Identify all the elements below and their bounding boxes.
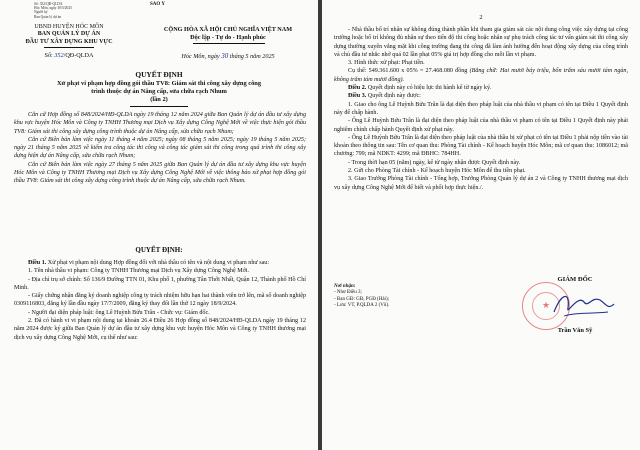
article-3-paragraph: 2. Gửi cho Phòng Tài chính - Kế hoạch huyện Hóc Môn để thu tiền phạt. bbox=[348, 168, 526, 175]
article-3-paragraph: - Ông Lê Huỳnh Bửu Trân là đại diện theo pháp luật của nhà thầu vi phạm có tên tại Điều 1 Quyết định này phải nghiêm chỉnh chấp hành Quyết định xử phạt này. bbox=[334, 118, 628, 133]
fine-amount bbox=[334, 67, 628, 84]
copy-stamp bbox=[34, 2, 112, 24]
subtitle-line: (lần 2) bbox=[150, 96, 168, 104]
decide-heading: QUYẾT ĐỊNH: bbox=[135, 246, 183, 254]
title-underline bbox=[130, 106, 188, 107]
body-paragraph: 1. Tên nhà thầu vi phạm: Công ty TNHH Thương mại Dịch vụ Xây dựng Công Nghệ Mới. bbox=[28, 268, 250, 275]
issuing-organization bbox=[4, 24, 134, 46]
article-3-label: Điều 3. bbox=[348, 93, 367, 100]
article-1-paragraph bbox=[14, 259, 306, 267]
stamp-line: Số: 352/QĐ-QLDA bbox=[34, 2, 63, 6]
sao-y-label: SAO Y bbox=[150, 2, 165, 7]
article-1-label: Điều 1. bbox=[28, 260, 47, 266]
document-number bbox=[4, 52, 134, 59]
article-1-text: Xử phạt vi phạm nội dung Hợp đồng đối với nhà thầu có tên và nội dung vi phạm như sau: bbox=[46, 260, 270, 266]
recipient-item: - Như Điều 3; bbox=[334, 290, 362, 296]
article-2-label: Điều 2. bbox=[348, 85, 367, 92]
document-subtitle bbox=[0, 80, 318, 105]
fine-calculation: Cụ thể: 549.361.600 x 05% = 27.468.080 đồng bbox=[348, 68, 470, 75]
document-page-1 bbox=[0, 0, 318, 450]
penalty-form: 3. Hình thức xử phạt: Phạt tiền. bbox=[348, 60, 425, 67]
article-1 bbox=[14, 259, 306, 342]
org-line: UBND HUYỆN HÓC MÔN bbox=[34, 24, 104, 30]
stamp-line: Ban Quản lý dự án bbox=[34, 14, 62, 19]
article-2-text: Quyết định này có hiệu lực thi hành kể từ ngày ký. bbox=[366, 85, 492, 92]
recipient-item: - Lưu: VT, P.QLDA 2 (Vũ). bbox=[334, 303, 390, 309]
document-page-2 bbox=[322, 0, 640, 450]
official-seal-icon: ★ bbox=[522, 282, 570, 330]
number-prefix: Số: bbox=[44, 52, 53, 59]
recipients-title: Nơi nhận: bbox=[334, 284, 356, 289]
number-suffix: /QĐ-QLDA bbox=[63, 52, 94, 59]
date-day: 30 bbox=[221, 52, 229, 60]
number-value: 352 bbox=[54, 52, 64, 59]
legal-bases bbox=[14, 111, 306, 186]
signer-title: GIÁM ĐỐC bbox=[557, 276, 593, 283]
page-2-body bbox=[334, 26, 628, 192]
document-title: QUYẾT ĐỊNH bbox=[135, 70, 183, 79]
article-3-paragraph: - Trong thời hạn 05 (năm) ngày, kể từ ngày nhận được Quyết định này. bbox=[348, 159, 521, 166]
signature-icon bbox=[548, 286, 618, 322]
body-paragraph: 2. Đã có hành vi vi phạm nội dung tại khoản 26.4 Điều 26 Hợp đồng số 848/2024/HĐ-QLDA ngày 19 tháng 12 năm 2024 được ký giữa Ban Quản lý dự án đầu tư xây dựng khu vực huyện Hóc Môn và Công ty TNHH thương mại dịch vụ xây dựng Công Nghệ Mới, cụ thể như sau: bbox=[14, 318, 306, 341]
article-3-paragraph: - Ông Lê Huỳnh Bửu Trân là đại diện theo pháp luật của nhà thầu bị xử phạt có tên tại Điều 1 phải nộp tiền vào tài khoản theo thông tin sau: Tên cơ quan thu: Phòng Tài chính - Kế hoạch huyện Hóc Môn; mã cơ quan thu: 1086012; mã chương: 799; mã NDKT: 4299; mã ĐBHC: 784HH. bbox=[334, 134, 628, 158]
article-3-paragraph: 1. Giao cho ông Lê Huỳnh Bửu Trân là đại diện theo pháp luật của nhà thầu vi phạm có tên tại Điều 1 Quyết định này để chấp hành. bbox=[334, 101, 628, 116]
article-2 bbox=[334, 84, 628, 92]
stamp-line: Hóc Môn, ngày 30/5/2025 bbox=[34, 6, 72, 11]
article-3-paragraph: 3. Giao Trưởng Phòng Tài chính - Tổng hợp, Trưởng Phòng Quản lý dự án 2 và Công ty TNHH thương mại dịch vụ xây dựng Công Nghệ Mới để biết và phối hợp thực hiện./. bbox=[334, 176, 628, 191]
recipients-block bbox=[334, 284, 389, 310]
page-number: 2 bbox=[479, 14, 483, 21]
body-paragraph: - Giấy chứng nhận đăng ký doanh nghiệp công ty trách nhiệm hữu hạn hai thành viên trở lên, mã số doanh nghiệp 0309116803, đăng ký lần đầu ngày 17/7/2009, đăng ký thay đổi lần thứ 12 ngày 18/9/2024. bbox=[14, 293, 306, 308]
recipient-item: - Ban GĐ: GĐ, PGĐ (Hải); bbox=[334, 296, 389, 302]
motto-underline bbox=[193, 43, 265, 44]
org-underline bbox=[44, 47, 94, 48]
legal-basis-paragraph: Căn cứ Biên bản làm việc ngày 27 tháng 5 năm 2025 giữa Ban Quản lý dự án đầu tư xây dựng khu vực huyện Hóc Môn và Công ty TNHH Thương mại Dịch vụ Xây dựng Công Nghệ Mới về việc thông báo xử phạt hợp đồng gói thầu TV8: Giám sát thi công xây dựng công trình thuộc dự án Nâng cấp, sửa chữa rạch Nhum. bbox=[14, 161, 306, 185]
issue-date bbox=[140, 52, 316, 60]
body-paragraph: - Người đại diện pháp luật: ông Lê Huỳnh Bửu Trân - Chức vụ: Giám đốc. bbox=[28, 309, 210, 316]
violation-paragraph: - Nhà thầu bố trí nhân sự không đúng thành phần khi tham gia giám sát các nội dung công việc xây dựng tại công trường hoặc bố trí không đủ nhân sự theo tiến độ thi công hoặc nhân sự phụ trách công tác tư vấn giám sát thi công xây dựng thường xuyên vắng mặt khi công trường đang thi công đã làm ảnh hưởng đến hoạt động xây dựng của công trình và chủ đầu tư nhắc nhở quá 02 lần phạt 05% giá trị hợp đồng cho mỗi lần vi phạm. bbox=[334, 27, 628, 58]
article-3-text: Quyết định này được: bbox=[366, 93, 421, 100]
body-paragraph: - Địa chỉ trụ sở chính: Số 136/9 Đường TTN 01, Khu phố 1, phường Tân Thới Nhất, Quận 12, Thành phố Hồ Chí Minh. bbox=[14, 276, 306, 291]
org-line: BAN QUẢN LÝ DỰ ÁN bbox=[37, 31, 101, 38]
article-3 bbox=[334, 92, 628, 100]
legal-basis-paragraph: Căn cứ Biên bản làm việc ngày 11 tháng 4 năm 2025; ngày 08 tháng 5 năm 2025; ngày 19 tháng 5 năm 2025; ngày 21 tháng 5 năm 2025 về kiểm tra công tác thi công và công tác giám sát thi công trong quá trình thi công xây dựng hiện dự án Nâng cấp, sửa chữa rạch Nhum; bbox=[14, 136, 306, 160]
signer-name: Trần Văn Sỹ bbox=[557, 327, 593, 334]
date-prefix: Hóc Môn, ngày bbox=[181, 53, 220, 60]
subtitle-line: Xử phạt vi phạm hợp đồng gói thầu TV8: Giám sát thi công xây dựng công bbox=[56, 80, 262, 87]
stamp-line: Người ký bbox=[34, 10, 48, 15]
org-line: ĐẦU TƯ XÂY DỰNG KHU VỰC bbox=[25, 38, 113, 45]
nation-title: CỘNG HÒA XÃ HỘI CHỦ NGHĨA VIỆT NAM bbox=[163, 26, 293, 33]
fine-in-words: (Bằng chữ: Hai mươi bảy triệu, bốn trăm sáu mươi tám ngàn, không trăm tám mươi đồng). bbox=[334, 68, 628, 83]
nation-motto: Độc lập - Tự do - Hạnh phúc bbox=[190, 34, 266, 41]
date-suffix: tháng 5 năm 2025 bbox=[229, 53, 275, 60]
subtitle-line: trình thuộc dự án Nâng cấp, sửa chữa rạch Nhum bbox=[91, 88, 227, 96]
legal-basis-paragraph: Căn cứ Hợp đồng số 848/2024/HĐ-QLDA ngày 19 tháng 12 năm 2024 giữa Ban Quản lý dự án đầu tư xây dựng khu vực huyện Hóc Môn và Công ty TNHH Thương mại Dịch vụ Xây dựng Công Nghệ Mới về việc thực hiện gói thầu TV8: Giám sát thi công xây dựng công trình thuộc dự án Nâng cấp, sửa chữa rạch Nhum; bbox=[14, 112, 306, 135]
